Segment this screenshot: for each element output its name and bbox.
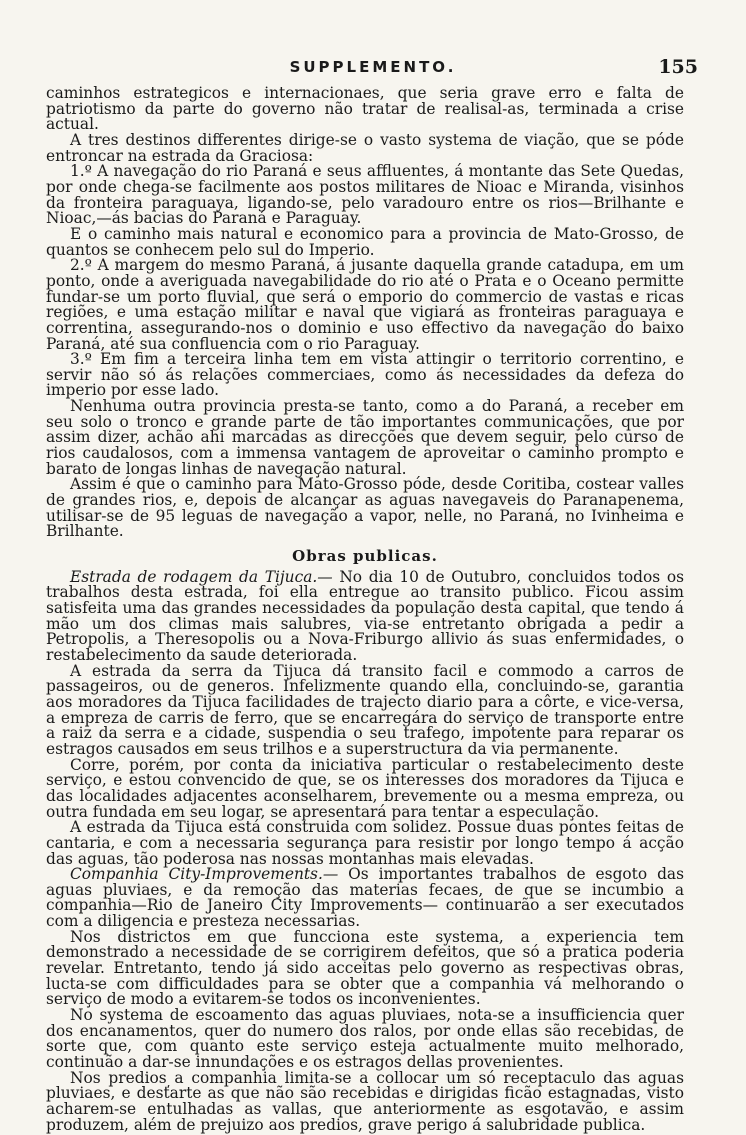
- tijuca-first-paragraph: [46, 567, 685, 664]
- running-title: SUPPLEMENTO.: [289, 58, 457, 76]
- paragraph: Nos predios a companhia limita-se a collocar um só receptaculo das aguas pluviaes, e desťarte as que não são recebidas e dirigidas ficão estagnadas, visto acharem-se entulhadas as vallas, que anteriormente as esgotavão, e assim produzem, além de prejuizo aos predios, grave perigo á salubridade publica.: [46, 1068, 684, 1134]
- paragraph: 1.º A navegação do rio Paraná e seus affluentes, á montante das Sete Quedas, por onde chega-se facilmente aos postos militares de Nioac e Miranda, visinhos da fronteira paraguaya, ligando-se, pelo varadouro entre os rios—Brilhante e Nioac,—ás bacias do Paraná e Paraguay.: [46, 162, 684, 228]
- tijuca-first-text: No dia 10 de Outubro, concluidos todos os trabalhos desta estrada, foi ella entregue ao transito publico. Ficou assim satisfeita uma das grandes necessidades da população desta capital, que tendo á mão um dos climas mais salubres, via-se entretanto obrigada a pedir a Petropolis, a Theresopolis ou a Nova-Friburgo allivio ás suas enfermidades, o restabelecimento da saude deteriorada.: [46, 567, 685, 664]
- paragraph: A estrada da serra da Tijuca dá transito facil e commodo a carros de passageiros, ou de generos. Infelizmente quando ella, concluindo-se, garantia aos moradores da Tijuca facilidades de trajecto diario para a côrte, e vice-versa, a empreza de carris de ferro, que se encarregára do serviço de transporte entre a raiz da serra e a cidade, suspendia o seu trafego, impotente para reparar os estragos causados em seus trilhos e a superstructura da via permanente.: [46, 661, 684, 758]
- page-number: 155: [658, 56, 698, 78]
- city-first-paragraph: [46, 867, 684, 930]
- paragraph: 3.º Em fim a terceira linha tem em vista attingir o territorio correntino, e servir não só ás relações commerciaes, como ás necessidades da defeza do imperio por esse lado.: [46, 350, 684, 400]
- tijuca-heading: Estrada de rodagem da Tijuca.—: [70, 567, 333, 586]
- paragraph: 2.º A margem do mesmo Paraná, á jusante daquella grande catadupa, em um ponto, onde a averiguada navegabilidade do rio até o Prata e o Oceano permitte fundar-se um porto fluvial, que será o emporio do commercio de vastas e ricas regiões, e uma estação militar e naval que vigiará as fronteiras paraguaya e correntina, assegurando-nos o dominio e uso effectivo da navegação do baixo Paraná, até sua confluencia com o rio Paraguay.: [46, 256, 684, 353]
- paragraph: Corre, porém, por conta da iniciativa particular o restabelecimento deste serviço, e estou convencido de que, se os interesses dos moradores da Tijuca e das localidades adjacentes aconselharem, brevemente ou a mesma empreza, ou outra fundada em seu logar, se apresentará para tentar a especulação.: [46, 755, 684, 821]
- section-title: Obras publicas.: [292, 547, 438, 566]
- paragraph: Nos districtos em que funcciona este systema, a experiencia tem demonstrado a necessidade de se corrigirem defeitos, que só a pratica poderia revelar. Entretanto, tendo já sido acceitas pelo governo as respectivas obras, lucta-se com difficuldades para se obter que a companhia vá melhorando o serviço de modo a evitarem-se todos os inconvenientes.: [46, 927, 684, 1009]
- paragraph: No systema de escoamento das aguas pluviaes, nota-se a insufficiencia quer dos encanamentos, quer do numero dos ralos, por onde ellas são recebidas, de sorte que, com quanto este serviço esteja actualmente muito melhorado, continuão a dar-se innundações e os estragos dellas provenientes.: [46, 1006, 684, 1072]
- paragraph: caminhos estrategicos e internacionaes, que seria grave erro e falta de patriotismo da parte do governo não tratar de realisal-as, terminada a crise actual.: [46, 84, 684, 134]
- body-text: [46, 86, 684, 1133]
- paragraph: A estrada da Tijuca está construida com solidez. Possue duas pontes feitas de cantaria, e com a necessaria segurança para resistir por longo tempo á acção das aguas, tão poderosa nas nossas montanhas mais elevadas.: [46, 818, 684, 868]
- paragraph: Assim é que o caminho para Mato-Grosso póde, desde Coritiba, costear valles de grandes rios, e, depois de alcançar as aguas navegaveis do Paranapenema, utilisar-se de 95 leguas de navegação a vapor, nelle, no Paraná, no Ivinheima e Brilhante.: [46, 475, 684, 541]
- paragraph: A tres destinos differentes dirige-se o vasto systema de viação, que se póde entroncar na estrada da Graciosa:: [46, 130, 684, 165]
- city-heading: Companhia City-Improvements.—: [70, 865, 339, 884]
- city-first-text: Os importantes trabalhos de esgoto das aguas pluviaes, e da remoção das materias fecaes, de que se incumbio a companhia—Rio de Janeiro City Improvements— continuarão a ser executados com a diligencia e presteza necessarias.: [46, 865, 684, 931]
- paragraph: Nenhuma outra provincia presta-se tanto, como a do Paraná, a receber em seu solo o tronco e grande parte de tão importantes communicações, que por assim dizer, achão ahi marcadas as direcções que devem seguir, pelo curso de rios caudalosos, com a immensa vantagem de aproveitar o caminho prompto e barato de longas linhas de navegação natural.: [46, 397, 684, 478]
- paragraph: E o caminho mais natural e economico para a provincia de Mato-Grosso, de quantos se conhecem pelo sul do Imperio.: [46, 224, 684, 259]
